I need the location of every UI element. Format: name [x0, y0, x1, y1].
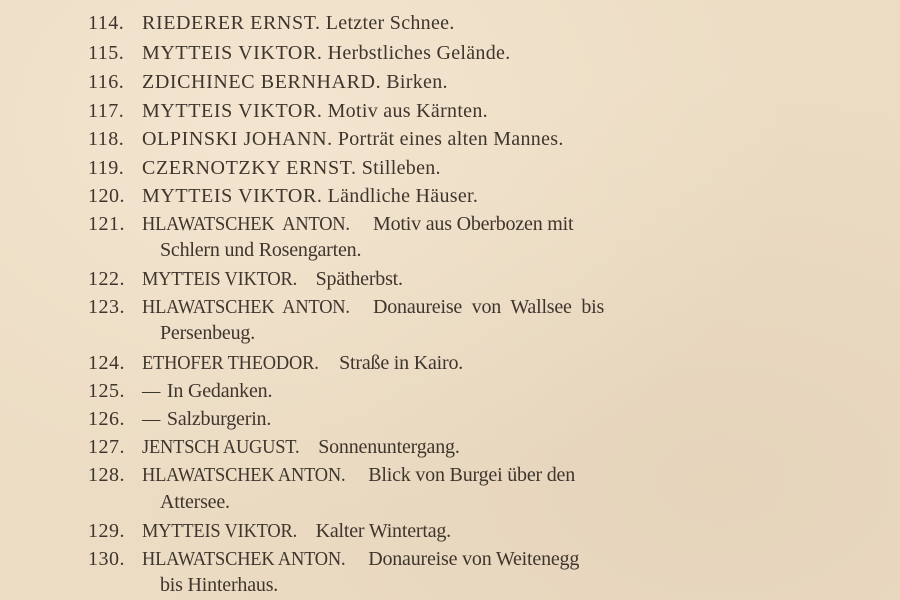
entry-number: 127. [88, 436, 125, 458]
entry-title-continuation: Schlern und Rosengarten. [160, 239, 362, 261]
entry-number: 115. [88, 42, 125, 64]
entry-artist: MYTTEIS VIKTOR. [142, 42, 323, 64]
entry-text [142, 184, 478, 208]
entry-title: Birken. [386, 71, 448, 93]
entry-number: 116. [88, 71, 125, 93]
entry-artist: MYTTEIS VIKTOR. [142, 185, 323, 207]
entry-title: Porträt eines alten Mannes. [337, 128, 564, 150]
entry-number: 123. [88, 296, 125, 318]
entry-title: Ländliche Häuser. [327, 185, 479, 207]
entry-text [142, 435, 460, 459]
entry-text [142, 41, 511, 65]
entry-artist: — [142, 380, 161, 402]
entry-title: Motiv aus Kärnten. [327, 100, 488, 122]
entry-text [142, 70, 448, 94]
entry-artist: MYTTEIS VIKTOR. [142, 520, 298, 542]
entry-text [142, 156, 441, 180]
entry-number: 120. [88, 185, 125, 207]
entry-artist: HLAWATSCHEK ANTON. [142, 213, 350, 235]
entry-title: Kalter Wintertag. [315, 520, 451, 542]
entry-text [142, 267, 403, 291]
entry-text [142, 127, 564, 151]
entry-number: 122. [88, 268, 125, 290]
entry-title-continuation: bis Hinterhaus. [160, 574, 279, 596]
entry-text [142, 547, 579, 571]
entry-artist: OLPINSKI JOHANN. [142, 128, 333, 150]
entry-title: Herbstliches Gelände. [327, 42, 511, 64]
entry-title: Sonnenuntergang. [318, 436, 460, 458]
entry-number: 129. [88, 520, 125, 542]
entry-artist: ZDICHINEC BERNHARD. [142, 71, 382, 93]
entry-artist: HLAWATSCHEK ANTON. [142, 296, 350, 318]
entry-number: 114. [88, 12, 125, 34]
entry-text [142, 212, 573, 236]
entry-title: In Gedanken. [166, 380, 273, 402]
entry-artist: RIEDERER ERNST. [142, 12, 321, 34]
entry-number: 130. [88, 548, 125, 570]
entry-title: Straße in Kairo. [339, 352, 464, 374]
entry-title: Donaureise von Weitenegg [368, 548, 580, 570]
entry-number: 121. [88, 213, 125, 235]
entry-title: Blick von Burgei über den [368, 464, 576, 486]
entry-text [142, 351, 463, 375]
entry-artist: ETHOFER THEODOR. [142, 352, 319, 374]
entry-text [142, 519, 451, 543]
entry-number: 126. [88, 408, 125, 430]
entry-artist: MYTTEIS VIKTOR. [142, 100, 323, 122]
entry-number: 125. [88, 380, 125, 402]
entry-artist: CZERNOTZKY ERNST. [142, 157, 357, 179]
entry-title: Salzburgerin. [166, 408, 272, 430]
entry-title: Spätherbst. [315, 268, 403, 290]
entry-title-continuation: Attersee. [160, 491, 230, 513]
entry-text [142, 11, 455, 35]
entry-title: Stilleben. [361, 157, 441, 179]
entry-artist: HLAWATSCHEK ANTON. [142, 464, 346, 486]
entry-text [142, 407, 271, 431]
entry-number: 128. [88, 464, 125, 486]
entry-text [142, 295, 604, 319]
entry-title-continuation: Persenbeug. [160, 322, 255, 344]
entry-artist: HLAWATSCHEK ANTON. [142, 548, 346, 570]
entry-text [142, 379, 272, 403]
entry-title: Letzter Schnee. [325, 12, 455, 34]
entry-number: 119. [88, 157, 125, 179]
entry-number: 117. [88, 100, 125, 122]
entry-text [142, 99, 488, 123]
entry-artist: JENTSCH AUGUST. [142, 436, 300, 458]
entry-title: Donaureise von Wallsee bis [373, 296, 605, 318]
entry-artist: — [142, 408, 161, 430]
entry-title: Motiv aus Oberbozen mit [373, 213, 574, 235]
entry-number: 118. [88, 128, 125, 150]
entry-text [142, 463, 575, 487]
entry-artist: MYTTEIS VIKTOR. [142, 268, 298, 290]
entry-number: 124. [88, 352, 125, 374]
